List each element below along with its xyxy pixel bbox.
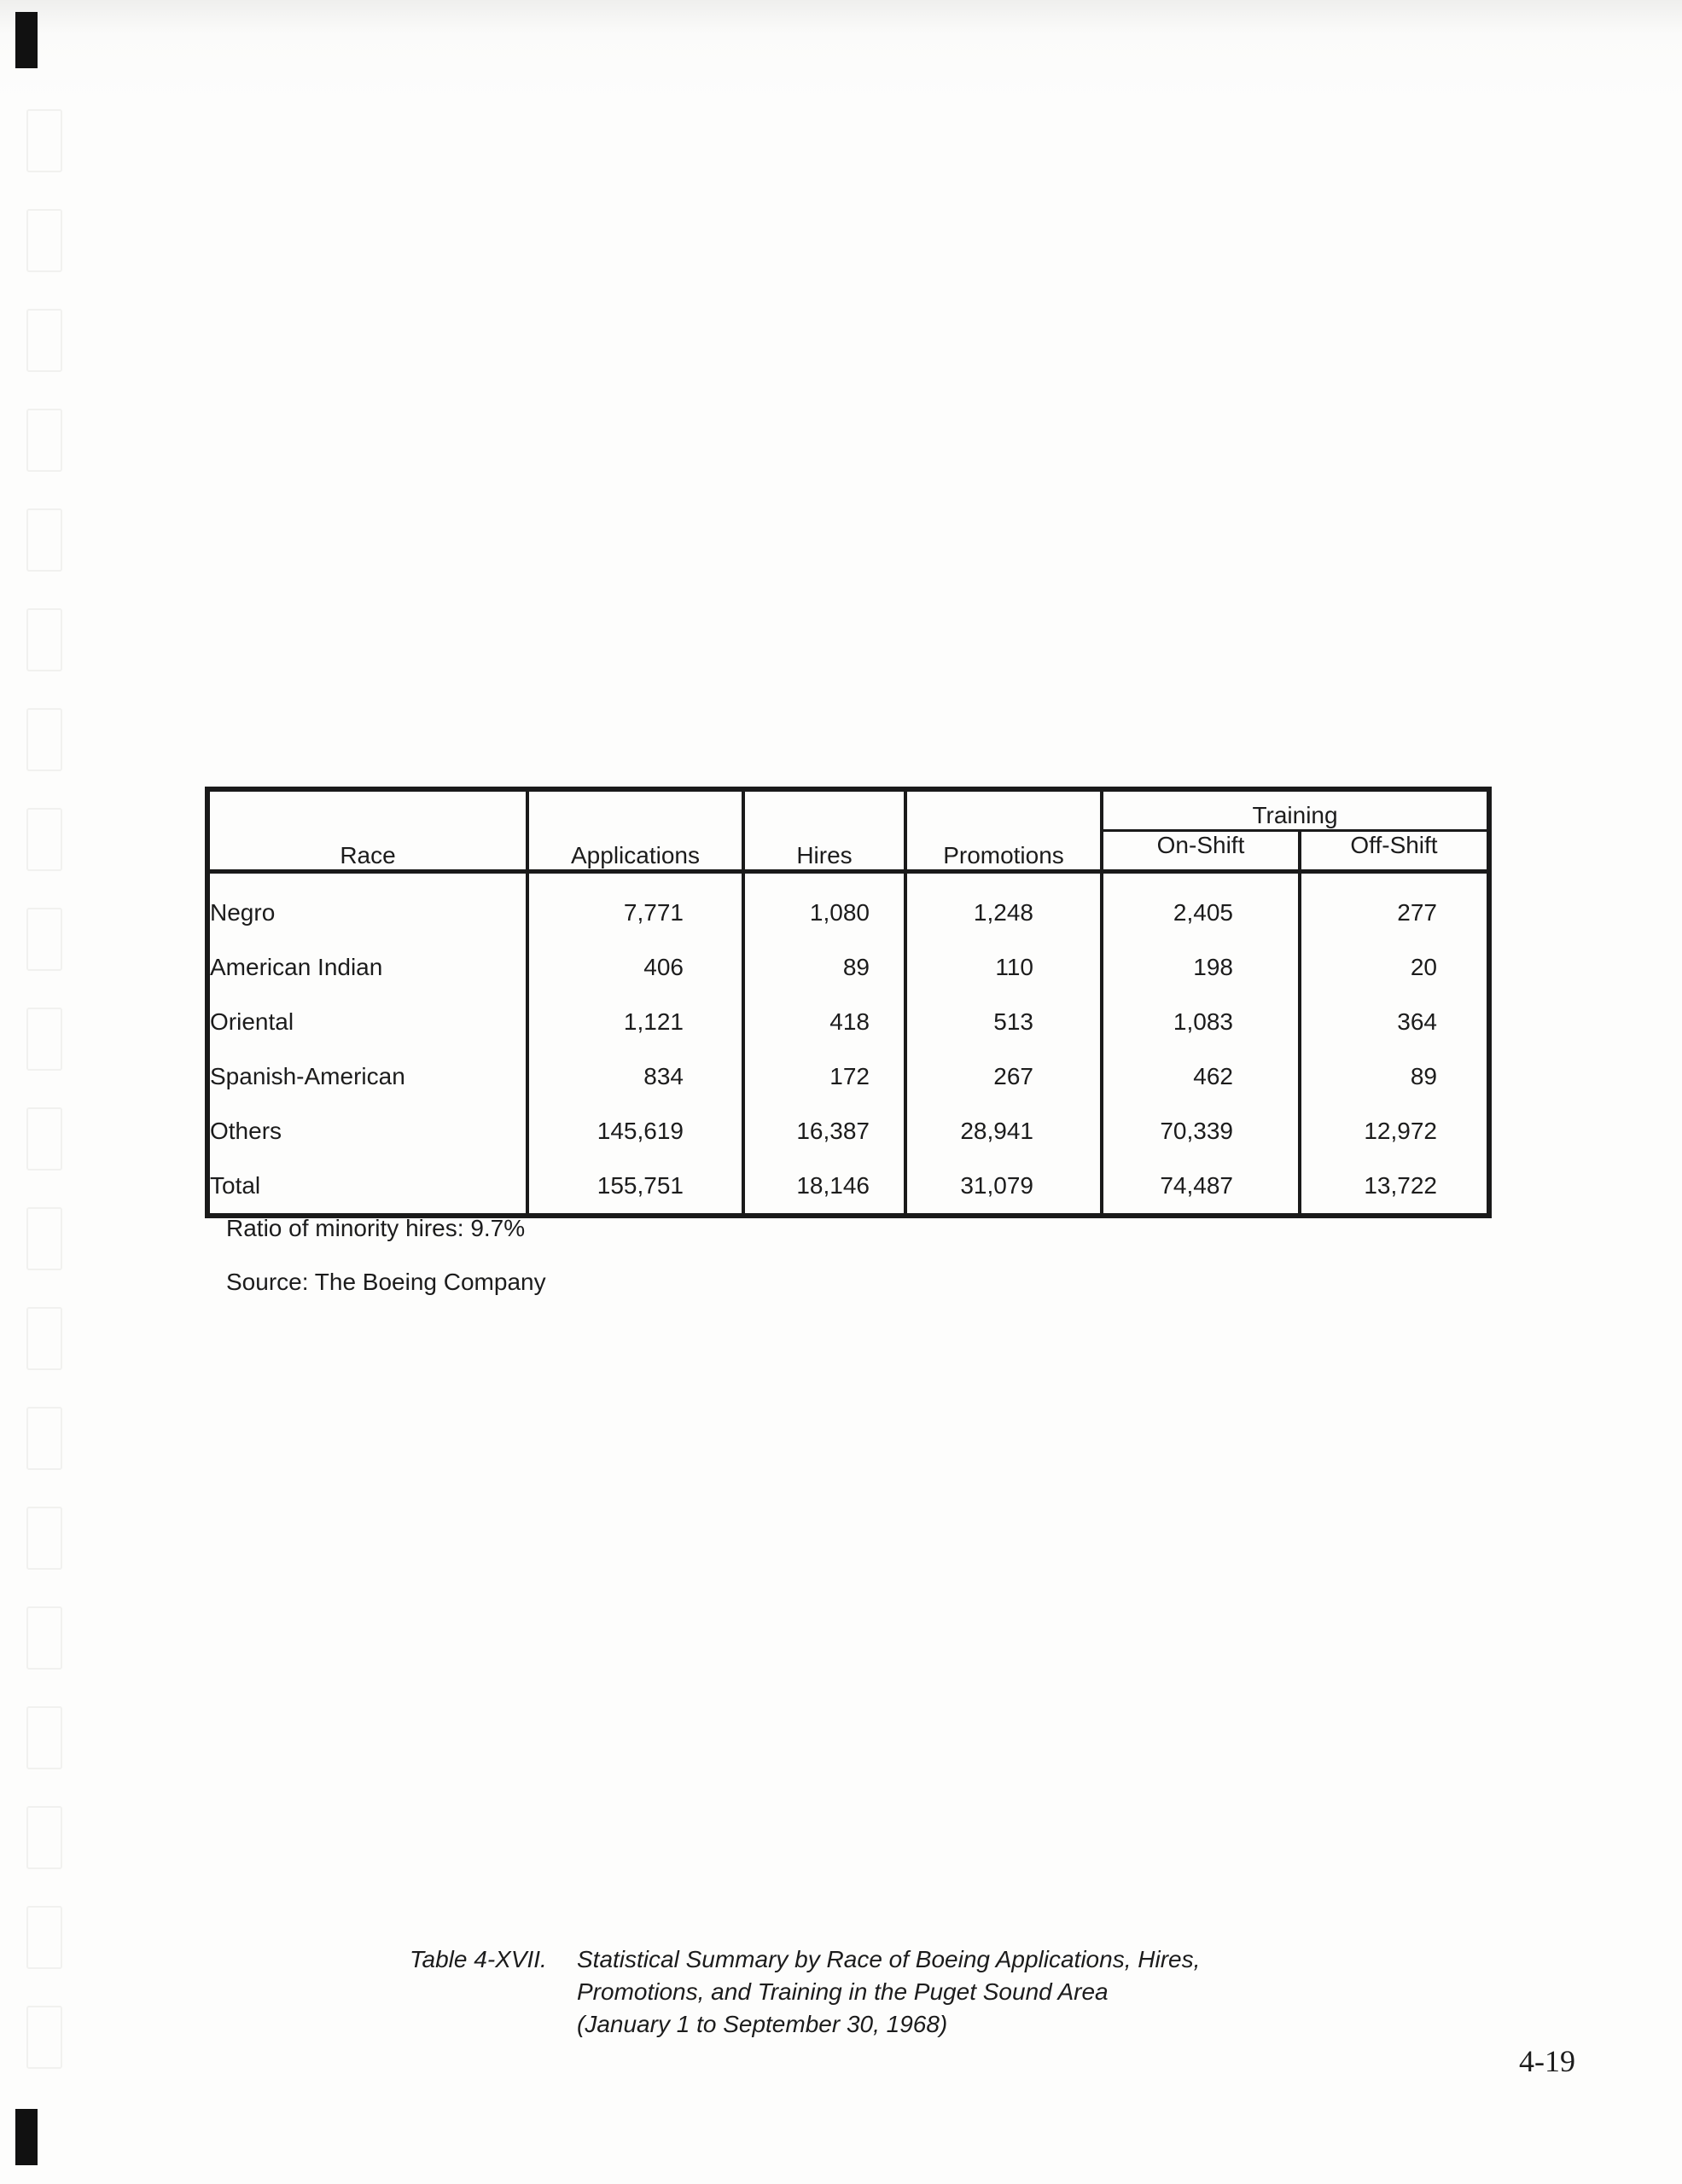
table-row <box>207 1104 1489 1159</box>
cell-hires: 16,387 <box>743 1104 905 1159</box>
header-row <box>207 789 1489 831</box>
table-row <box>207 872 1489 941</box>
binder-hole <box>26 908 62 971</box>
binder-hole <box>26 1307 62 1370</box>
col-header-promotions: Promotions <box>905 789 1102 872</box>
table-row <box>207 995 1489 1049</box>
cell-applications: 834 <box>527 1049 743 1104</box>
cell-hires: 89 <box>743 940 905 995</box>
cell-on-shift: 74,487 <box>1102 1159 1300 1216</box>
table-row <box>207 940 1489 995</box>
cell-promotions: 31,079 <box>905 1159 1102 1216</box>
cell-applications: 155,751 <box>527 1159 743 1216</box>
binder-hole <box>26 1606 62 1670</box>
binder-hole <box>26 1407 62 1470</box>
cell-promotions: 110 <box>905 940 1102 995</box>
cell-race: Others <box>210 1118 282 1144</box>
caption-text-1: Statistical Summary by Race of Boeing Applications, Hires, <box>577 1946 1201 1972</box>
binder-hole <box>26 1806 62 1869</box>
cell-race: Oriental <box>210 1008 294 1035</box>
cell-applications: 7,771 <box>527 872 743 941</box>
col-header-applications: Applications <box>527 789 743 872</box>
cell-hires: 18,146 <box>743 1159 905 1216</box>
cell-off-shift: 12,972 <box>1300 1104 1489 1159</box>
cell-hires: 172 <box>743 1049 905 1104</box>
table-row <box>207 1049 1489 1104</box>
binder-hole <box>26 1107 62 1170</box>
cell-on-shift: 462 <box>1102 1049 1300 1104</box>
table-caption <box>410 1943 1200 2041</box>
cell-race: American Indian <box>210 954 383 980</box>
cell-promotions: 1,248 <box>905 872 1102 941</box>
statistics-table <box>205 787 1492 1218</box>
col-header-off-shift: Off-Shift <box>1300 831 1489 872</box>
col-header-hires: Hires <box>743 789 905 872</box>
cell-off-shift: 277 <box>1300 872 1489 941</box>
cell-total-label: Total <box>210 1172 261 1199</box>
cell-on-shift: 1,083 <box>1102 995 1300 1049</box>
col-header-on-shift: On-Shift <box>1102 831 1300 872</box>
cell-off-shift: 89 <box>1300 1049 1489 1104</box>
total-row <box>207 1159 1489 1216</box>
caption-label: Table 4-XVII. <box>410 1946 547 1972</box>
binder-mark-top <box>15 12 38 68</box>
cell-off-shift: 20 <box>1300 940 1489 995</box>
binder-hole <box>26 608 62 671</box>
cell-race: Spanish-American <box>210 1063 405 1089</box>
cell-promotions: 267 <box>905 1049 1102 1104</box>
cell-hires: 418 <box>743 995 905 1049</box>
col-header-training: Training <box>1102 789 1489 831</box>
cell-off-shift: 13,722 <box>1300 1159 1489 1216</box>
binder-hole <box>26 1706 62 1769</box>
binder-hole <box>26 708 62 771</box>
cell-on-shift: 70,339 <box>1102 1104 1300 1159</box>
ratio-note: Ratio of minority hires: 9.7% <box>226 1215 526 1241</box>
page-number: 4-19 <box>1519 2044 1575 2078</box>
binder-hole <box>26 808 62 871</box>
source-note: Source: The Boeing Company <box>226 1269 546 1295</box>
cell-applications: 145,619 <box>527 1104 743 1159</box>
caption-line-1 <box>410 1943 1200 1976</box>
caption-text-2: Promotions, and Training in the Puget Sound Area <box>577 1978 1109 2005</box>
cell-applications: 406 <box>527 940 743 995</box>
cell-applications: 1,121 <box>527 995 743 1049</box>
binder-hole <box>26 409 62 472</box>
cell-promotions: 513 <box>905 995 1102 1049</box>
binder-hole <box>26 109 62 172</box>
binder-hole <box>26 1507 62 1570</box>
binder-mark-bottom <box>15 2109 38 2165</box>
binder-hole <box>26 309 62 372</box>
cell-hires: 1,080 <box>743 872 905 941</box>
binder-hole <box>26 2006 62 2069</box>
cell-race: Negro <box>210 899 276 926</box>
cell-promotions: 28,941 <box>905 1104 1102 1159</box>
binder-hole <box>26 508 62 572</box>
cell-off-shift: 364 <box>1300 995 1489 1049</box>
binder-hole <box>26 209 62 272</box>
col-header-race: Race <box>207 789 527 872</box>
binder-hole <box>26 1906 62 1969</box>
cell-on-shift: 2,405 <box>1102 872 1300 941</box>
binder-hole <box>26 1207 62 1270</box>
cell-on-shift: 198 <box>1102 940 1300 995</box>
binder-hole <box>26 1008 62 1071</box>
caption-text-3: (January 1 to September 30, 1968) <box>577 2011 948 2037</box>
